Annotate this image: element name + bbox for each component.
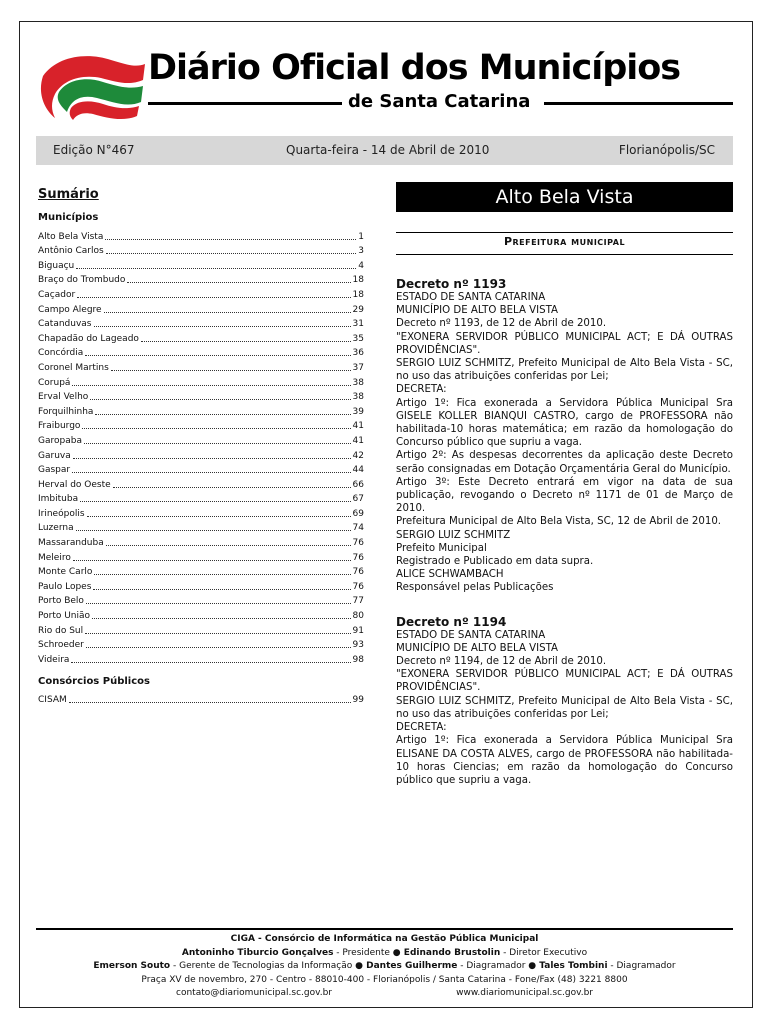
toc-leader-dots: [85, 633, 350, 634]
toc-entry-name: Porto Belo: [38, 596, 84, 607]
toc-entry-name: Chapadão do Lageado: [38, 333, 139, 344]
toc-entry-name: Antônio Carlos: [38, 246, 104, 257]
toc-entry-page: 67: [352, 494, 364, 505]
decree-signer-name: SERGIO LUIZ SCHMITZ: [396, 529, 511, 541]
toc-entry-page: 76: [352, 538, 364, 549]
municipios-list: [38, 228, 364, 666]
masthead-rule-left: [148, 102, 342, 105]
toc-entry-page: 39: [352, 406, 364, 417]
toc-entry[interactable]: [38, 462, 364, 477]
toc-entry-page: 3: [358, 246, 364, 257]
decree-column: [396, 277, 733, 787]
toc-leader-dots: [72, 472, 350, 473]
toc-entry[interactable]: [38, 389, 364, 404]
toc-entry-name: Campo Alegre: [38, 304, 102, 315]
toc-entry[interactable]: [38, 692, 364, 707]
footer-staff: Emerson Souto - Gerente de Tecnologias da Informação ● Dantes Guilherme - Diagramador ● Tales Tombini - Diagramador: [93, 961, 676, 971]
decree-responsible-role: Responsável pelas Publicações: [396, 582, 554, 594]
toc-entry-name: Garuva: [38, 450, 71, 461]
toc-entry[interactable]: [38, 476, 364, 491]
toc-entry-page: 18: [352, 289, 364, 300]
toc-entry[interactable]: [38, 257, 364, 272]
section-rule-top: [396, 232, 733, 233]
toc-entry[interactable]: [38, 534, 364, 549]
toc-entry[interactable]: [38, 564, 364, 579]
toc-leader-dots: [82, 428, 350, 429]
toc-entry-page: 31: [352, 319, 364, 330]
toc-entry[interactable]: [38, 418, 364, 433]
section-subheader: Prefeitura municipal: [503, 235, 626, 248]
toc-entry-page: 36: [352, 348, 364, 359]
toc-leader-dots: [71, 662, 350, 663]
toc-entry-name: Imbituba: [38, 494, 79, 505]
toc-leader-dots: [76, 530, 351, 531]
edition-date: Quarta-feira - 14 de Abril de 2010: [286, 143, 490, 157]
decree-preamble: SERGIO LUIZ SCHMITZ, Prefeito Municipal de Alto Bela Vista - SC, no uso das atribuições conferidas por Lei;: [396, 695, 733, 720]
toc-entry-name: Gaspar: [38, 465, 71, 476]
footer-rule: [36, 928, 733, 930]
toc-entry-page: 18: [352, 275, 364, 286]
toc-entry-page: 38: [352, 377, 364, 388]
toc-entry-name: Rio do Sul: [38, 625, 84, 636]
toc-entry[interactable]: [38, 505, 364, 520]
toc-entry-page: 93: [352, 640, 364, 651]
toc-entry[interactable]: [38, 637, 364, 652]
decree-decreta: DECRETA:: [396, 384, 447, 396]
toc-leader-dots: [80, 501, 350, 502]
decree-signature-place: Prefeitura Municipal de Alto Bela Vista, SC, 12 de Abril de 2010.: [396, 516, 722, 528]
toc-entry[interactable]: [38, 359, 364, 374]
edition-number: Edição N°467: [53, 143, 135, 157]
decree-line: MUNICÍPIO DE ALTO BELA VISTA: [396, 642, 559, 654]
toc-entry-page: 42: [352, 450, 364, 461]
decree-summary: "EXONERA SERVIDOR PÚBLICO MUNICIPAL ACT; E DÁ OUTRAS PROVIDÊNCIAS".: [396, 331, 733, 356]
toc-entry-name: Concórdia: [38, 348, 84, 359]
toc-entry-name: Corupá: [38, 377, 71, 388]
decree-line: Decreto nº 1193, de 12 de Abril de 2010.: [396, 318, 607, 330]
toc-leader-dots: [141, 341, 351, 342]
toc-entry[interactable]: [38, 403, 364, 418]
toc-leader-dots: [92, 618, 351, 619]
decree-article-1: Artigo 1º: Fica exonerada a Servidora Pública Municipal Sra GISELE KOLLER BIANQUI CASTRO, cargo de PROFESSORA não habilitada-10 horas matemática; em razão da homologação do Concurso público que supriu a vaga.: [396, 397, 733, 449]
toc-entry[interactable]: [38, 520, 364, 535]
toc-entry[interactable]: [38, 622, 364, 637]
toc-leader-dots: [105, 239, 356, 240]
toc-entry-name: Porto União: [38, 611, 91, 622]
toc-leader-dots: [72, 385, 350, 386]
toc-entry-page: 1: [358, 231, 364, 242]
toc-entry[interactable]: [38, 243, 364, 258]
toc-entry-page: 44: [352, 465, 364, 476]
state-map-logo-icon: [37, 46, 149, 124]
toc-entry-name: Monte Carlo: [38, 567, 93, 578]
toc-leader-dots: [69, 702, 351, 703]
toc-entry[interactable]: [38, 316, 364, 331]
toc-leader-dots: [111, 370, 351, 371]
toc-entry-name: Herval do Oeste: [38, 479, 111, 490]
toc-entry-name: Massaranduba: [38, 538, 104, 549]
toc-entry[interactable]: [38, 432, 364, 447]
toc-entry-page: 29: [352, 304, 364, 315]
toc-entry-name: Coronel Martins: [38, 362, 109, 373]
toc-entry-page: 76: [352, 581, 364, 592]
footer-contact: [36, 987, 733, 1001]
toc-entry-page: 69: [352, 508, 364, 519]
toc-entry-name: Biguaçu: [38, 260, 75, 271]
footer-website-link[interactable]: www.diariomunicipal.sc.gov.br: [456, 988, 593, 998]
consorcios-heading: Consórcios Públicos: [38, 675, 150, 687]
toc-entry-page: 41: [352, 435, 364, 446]
edition-city: Florianópolis/SC: [618, 143, 715, 157]
toc-entry-name: Caçador: [38, 289, 76, 300]
decree-registered: Registrado e Publicado em data supra.: [396, 556, 594, 568]
toc-entry[interactable]: [38, 330, 364, 345]
toc-entry-page: 76: [352, 552, 364, 563]
toc-entry-page: 38: [352, 392, 364, 403]
toc-entry-name: Garopaba: [38, 435, 82, 446]
edition-bar: [36, 136, 733, 165]
toc-leader-dots: [85, 355, 350, 356]
toc-entry-name: Schroeder: [38, 640, 84, 651]
decree-line: ESTADO DE SANTA CATARINA: [396, 629, 546, 641]
toc-entry[interactable]: [38, 651, 364, 666]
toc-entry-name: Fraiburgo: [38, 421, 81, 432]
toc-leader-dots: [113, 487, 351, 488]
footer-address: Praça XV de novembro, 270 - Centro - 88010-400 - Florianópolis / Santa Catarina - Fone/Fax (48) 3221 8800: [141, 974, 628, 985]
decree-article-1: Artigo 1º: Fica exonerada a Servidora Pública Municipal Sra ELISANE DA COSTA ALVES, cargo de PROFESSORA não habilitada-10 horas Ciencias; em razão da homologação do Concurso público que supriu a vaga.: [396, 735, 733, 786]
municipality-header: Alto Bela Vista: [396, 182, 733, 212]
toc-entry-page: 76: [352, 567, 364, 578]
toc-entry[interactable]: [38, 593, 364, 608]
toc-entry-page: 91: [352, 625, 364, 636]
decree-article-3: Artigo 3º: Este Decreto entrará em vigor na data de sua publicação, revogando o Decreto nº 1171 de 01 de Março de 2010.: [396, 476, 733, 515]
toc-entry-page: 37: [352, 362, 364, 373]
toc-entry[interactable]: [38, 345, 364, 360]
toc-leader-dots: [76, 268, 356, 269]
summary-title: Sumário: [38, 187, 99, 202]
decree-summary: "EXONERA SERVIDOR PÚBLICO MUNICIPAL ACT; E DÁ OUTRAS PROVIDÊNCIAS".: [396, 669, 733, 694]
toc-entry-name: Erval Velho: [38, 392, 89, 403]
footer-email-link[interactable]: contato@diariomunicipal.sc.gov.br: [176, 988, 333, 998]
footer: [36, 928, 733, 1001]
consorcios-list: [38, 692, 364, 707]
masthead-subtitle: de Santa Catarina: [348, 91, 531, 112]
page-frame: [19, 21, 753, 1008]
toc-entry[interactable]: [38, 491, 364, 506]
municipios-heading: Municípios: [38, 212, 99, 223]
toc-entry[interactable]: [38, 549, 364, 564]
toc-entry-name: Alto Bela Vista: [38, 231, 104, 242]
toc-entry[interactable]: [38, 228, 364, 243]
toc-entry-page: 77: [352, 596, 364, 607]
decree-article-2: Artigo 2º: As despesas decorrentes da aplicação deste Decreto serão consignadas em Dotação Orçamentária Geral do Município.: [396, 450, 733, 475]
toc-entry-name: Braço do Trombudo: [38, 275, 126, 286]
toc-entry[interactable]: [38, 286, 364, 301]
toc-leader-dots: [90, 399, 350, 400]
decree-1194-title: Decreto nº 1194: [396, 614, 507, 629]
toc-leader-dots: [73, 458, 351, 459]
toc-entry-page: 98: [352, 654, 364, 665]
toc-leader-dots: [93, 589, 350, 590]
toc-leader-dots: [94, 574, 350, 575]
toc-leader-dots: [73, 560, 351, 561]
toc-leader-dots: [84, 443, 351, 444]
decree-1193-title: Decreto nº 1193: [396, 277, 507, 291]
toc-leader-dots: [95, 414, 350, 415]
decree-decreta: DECRETA:: [396, 722, 447, 734]
toc-entry[interactable]: [38, 272, 364, 287]
toc-leader-dots: [77, 297, 350, 298]
toc-entry-name: Paulo Lopes: [38, 581, 92, 592]
masthead-rule-right: [544, 102, 733, 105]
toc-entry[interactable]: [38, 374, 364, 389]
footer-direction: Antoninho Tiburcio Gonçalves - Presidente ● Edinando Brustolin - Diretor Executivo: [181, 947, 588, 958]
toc-leader-dots: [106, 545, 351, 546]
toc-entry-name: CISAM: [38, 695, 67, 706]
toc-entry-name: Luzerna: [38, 523, 74, 534]
toc-entry[interactable]: [38, 607, 364, 622]
toc-leader-dots: [86, 647, 351, 648]
summary-panel: [38, 187, 364, 706]
decree-line: Decreto nº 1194, de 12 de Abril de 2010.: [396, 656, 607, 668]
toc-leader-dots: [87, 516, 351, 517]
footer-org: CIGA - Consórcio de Informática na Gestão Pública Municipal: [230, 934, 539, 944]
toc-leader-dots: [86, 603, 351, 604]
decree-responsible-name: ALICE SCHWAMBACH: [396, 569, 504, 581]
toc-entry-page: 4: [358, 260, 364, 271]
decree-line: ESTADO DE SANTA CATARINA: [396, 292, 546, 303]
masthead-title: Diário Oficial dos Municípios: [148, 48, 681, 88]
toc-entry-name: Meleiro: [38, 552, 71, 563]
toc-entry-name: Catanduvas: [38, 319, 92, 330]
toc-entry-page: 80: [352, 611, 364, 622]
toc-entry-page: 35: [352, 333, 364, 344]
toc-leader-dots: [106, 253, 357, 254]
section-rule-bottom: [396, 254, 733, 255]
decree-preamble: SERGIO LUIZ SCHMITZ, Prefeito Municipal de Alto Bela Vista - SC, no uso das atribuições conferidas por Lei;: [396, 358, 733, 383]
toc-entry-page: 74: [352, 523, 364, 534]
toc-leader-dots: [104, 312, 351, 313]
toc-leader-dots: [94, 326, 351, 327]
toc-entry[interactable]: [38, 578, 364, 593]
toc-entry-name: Videira: [38, 654, 70, 665]
toc-entry-page: 41: [352, 421, 364, 432]
decree-line: MUNICÍPIO DE ALTO BELA VISTA: [396, 305, 559, 317]
decree-signer-role: Prefeito Municipal: [396, 542, 487, 554]
toc-entry-name: Irineópolis: [38, 508, 85, 519]
toc-entry-page: 99: [352, 695, 364, 706]
toc-entry-page: 66: [352, 479, 364, 490]
toc-entry-name: Forquilhinha: [38, 406, 94, 417]
toc-entry[interactable]: [38, 447, 364, 462]
toc-leader-dots: [127, 282, 350, 283]
toc-entry[interactable]: [38, 301, 364, 316]
